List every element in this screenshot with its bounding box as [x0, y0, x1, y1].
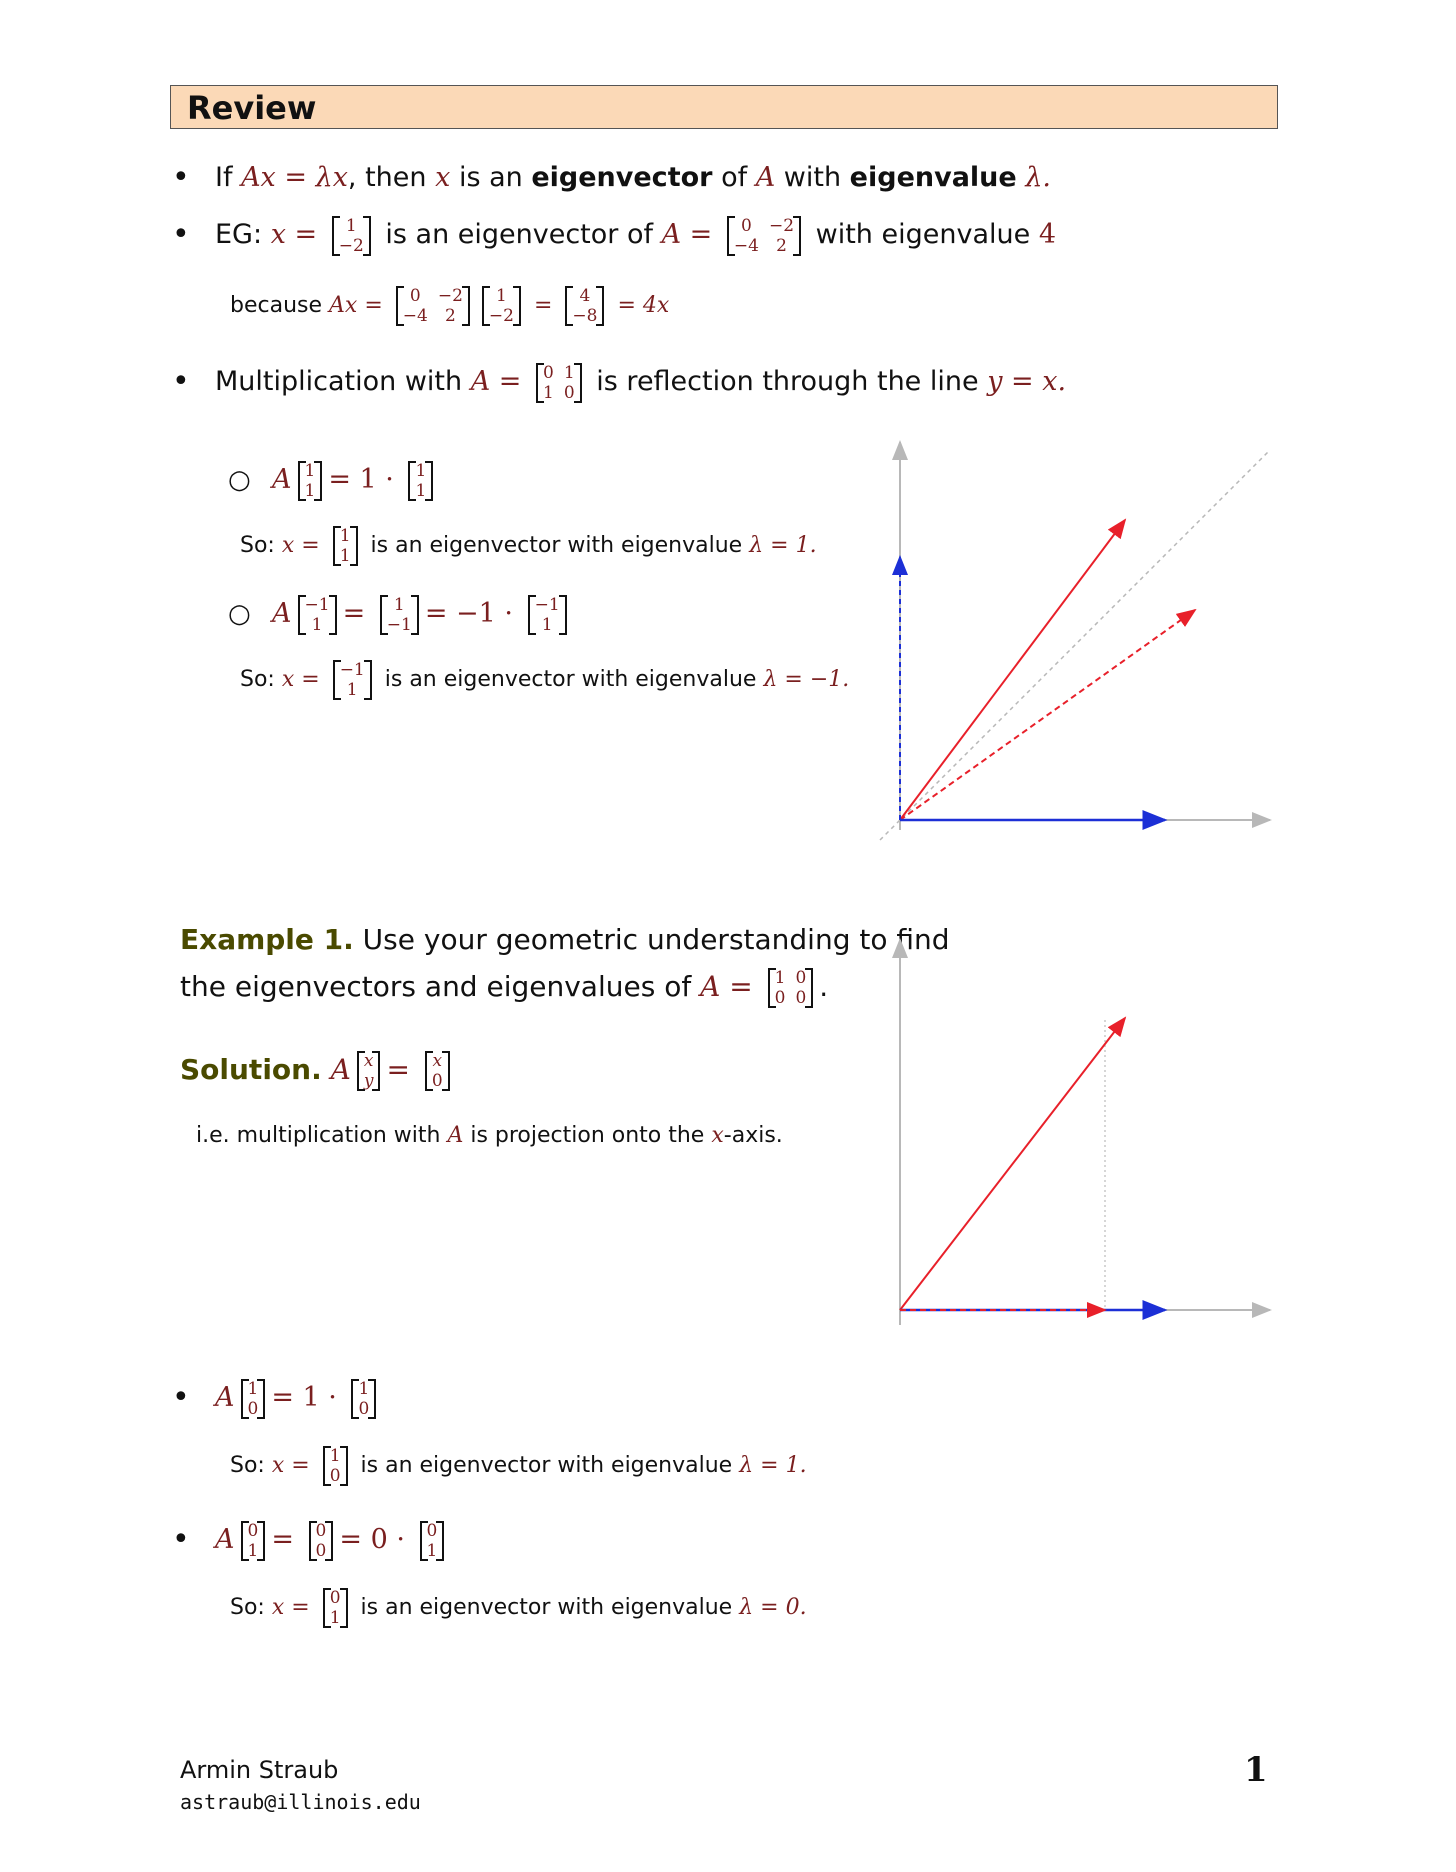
vector-x: 1 −2: [482, 286, 521, 326]
vector: 1 0: [323, 1446, 348, 1486]
review-header: [170, 85, 1278, 129]
vector: 1 1: [333, 526, 358, 566]
b2-equation: A 0 1 = 0 0 = 0 · 0 1: [215, 1520, 450, 1561]
sub1-equation: A 1 1 = 1 · 1 1: [272, 460, 439, 501]
reflection-figure: [860, 430, 1290, 850]
bullet: •: [172, 217, 190, 252]
vector: x y: [357, 1051, 381, 1091]
vector: 1 0: [241, 1379, 266, 1419]
vector: 0 1: [420, 1521, 445, 1561]
sub2-so: So: x = −1 1 is an eigenvector with eigenvalue λ = −1.: [240, 660, 850, 700]
review-line-4: Multiplication with A = 0 1 1 0 is reflection through the line y = x.: [215, 362, 1067, 403]
projection-figure: [860, 930, 1290, 1330]
solution-explanation: i.e. multiplication with A is projection onto the x-axis.: [196, 1123, 783, 1148]
vector: −1 1: [333, 660, 372, 700]
vector: −1 1: [528, 595, 567, 635]
line-y-equals-x: [880, 450, 1270, 840]
matrix-A: 0 −2 −4 2: [727, 216, 801, 256]
vector: −1 1: [298, 595, 337, 635]
sub1-so: So: x = 1 1 is an eigenvector with eigenvalue λ = 1.: [240, 526, 817, 566]
bullet: •: [172, 160, 190, 195]
vector-red: [900, 1018, 1125, 1310]
solution-line: Solution. A x y = x 0: [180, 1050, 456, 1091]
matrix-A: 1 0 0 0: [768, 968, 814, 1008]
vector-red: [900, 520, 1125, 820]
bullet: •: [172, 1522, 190, 1557]
b1-equation: A 1 0 = 1 · 1 0: [215, 1378, 382, 1419]
vector: 1 −1: [380, 595, 419, 635]
vector: 1 1: [408, 461, 433, 501]
sub-bullet: ○: [228, 465, 251, 495]
sub-bullet: ○: [228, 599, 251, 629]
review-title: Review: [187, 89, 317, 127]
review-line-2: EG: x = 1 −2 is an eigenvector of A = 0 −2 −4 2 with eigenvalue 4: [215, 215, 1056, 256]
review-line-1: If Ax = λx, then x is an eigenvector of A with eigenvalue λ.: [215, 162, 1052, 193]
review-line-because: because Ax = 0 −2 −4 2 1 −2 = 4 −8 = 4x: [230, 286, 670, 326]
bullet: •: [172, 364, 190, 399]
vector: 0 1: [241, 1521, 266, 1561]
b1-so: So: x = 1 0 is an eigenvector with eigenvalue λ = 1.: [230, 1446, 807, 1486]
b2-so: So: x = 0 1 is an eigenvector with eigenvalue λ = 0.: [230, 1588, 807, 1628]
bullet: •: [172, 1380, 190, 1415]
author-email: astraub@illinois.edu: [180, 1790, 421, 1814]
sub2-equation: A −1 1 = 1 −1 = −1 · −1 1: [272, 594, 573, 635]
example-line-2: the eigenvectors and eigenvalues of A = 1 0 0 0 .: [180, 968, 829, 1008]
vector: 1 0: [351, 1379, 376, 1419]
vector-red-reflected: [900, 610, 1195, 820]
vector-result: 4 −8: [565, 286, 604, 326]
matrix-A: 0 1 1 0: [536, 363, 582, 403]
author-name: Armin Straub: [180, 1756, 339, 1784]
vector: 0 1: [323, 1588, 348, 1628]
vector-x: 1 −2: [332, 216, 371, 256]
vector: x 0: [425, 1051, 450, 1091]
example-line-1: Example 1. Use your geometric understanding to find: [180, 923, 950, 956]
vector: 1 1: [298, 461, 323, 501]
matrix-A: 0 −2 −4 2: [396, 286, 470, 326]
vector: 0 0: [309, 1521, 334, 1561]
page-number: 1: [1244, 1750, 1268, 1790]
